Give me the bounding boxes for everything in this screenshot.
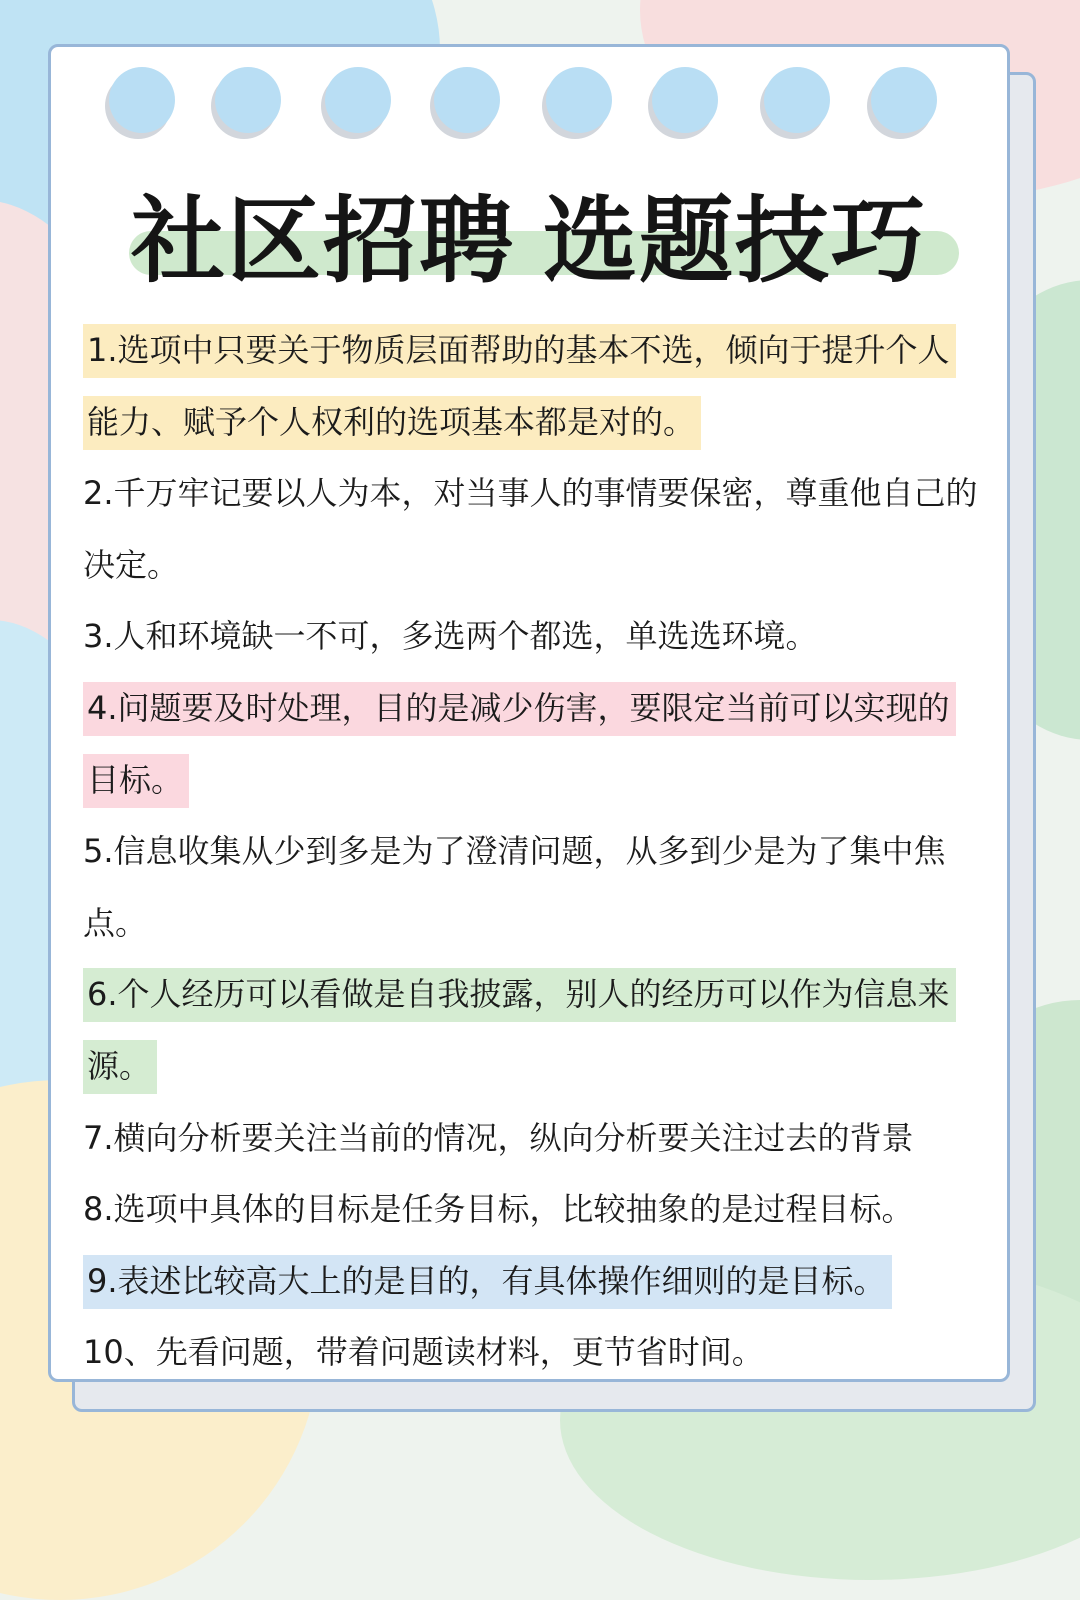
tip-item [83, 601, 979, 673]
tip-item [83, 1103, 979, 1175]
binder-hole [764, 67, 830, 133]
tips-list [83, 315, 979, 1389]
notepad-card [48, 44, 1010, 1382]
tip-item [83, 1246, 979, 1318]
binder-hole [871, 67, 937, 133]
tip-text: 10、先看问题，带着问题读材料，更节省时间。 [83, 1333, 764, 1372]
tip-text: 1.选项中只要关于物质层面帮助的基本不选，倾向于提升个人能力、赋予个人权利的选项基本都是对的。 [83, 324, 956, 450]
tip-item [83, 673, 979, 816]
tip-text: 3.人和环境缺一不可，多选两个都选，单选选环境。 [83, 617, 818, 656]
tip-text: 2.千万牢记要以人为本，对当事人的事情要保密，尊重他自己的决定。 [83, 474, 978, 584]
binder-hole [652, 67, 718, 133]
tip-item [83, 458, 979, 601]
tip-text: 6.个人经历可以看做是自我披露，别人的经历可以作为信息来源。 [83, 968, 956, 1094]
tip-item [83, 816, 979, 959]
title-part-1: 社区招聘 [130, 187, 515, 296]
binder-hole [109, 67, 175, 133]
page-title [51, 165, 1007, 300]
tip-item [83, 315, 979, 458]
tip-item [83, 1317, 979, 1389]
tip-text: 8.选项中具体的目标是任务目标，比较抽象的是过程目标。 [83, 1190, 914, 1229]
binder-hole [546, 67, 612, 133]
tip-text: 4.问题要及时处理，目的是减少伤害，要限定当前可以实现的目标。 [83, 682, 956, 808]
tip-item [83, 959, 979, 1102]
binder-holes [51, 47, 1007, 177]
tip-text: 5.信息收集从少到多是为了澄清问题，从多到少是为了集中焦点。 [83, 832, 946, 942]
tip-item [83, 1174, 979, 1246]
binder-hole [215, 67, 281, 133]
tip-text: 9.表述比较高大上的是目的，有具体操作细则的是目标。 [83, 1255, 892, 1309]
binder-hole [325, 67, 391, 133]
title-block [51, 165, 1007, 295]
tip-text: 7.横向分析要关注当前的情况，纵向分析要关注过去的背景 [83, 1118, 914, 1157]
title-part-2: 选题技巧 [543, 187, 928, 296]
binder-hole [434, 67, 500, 133]
